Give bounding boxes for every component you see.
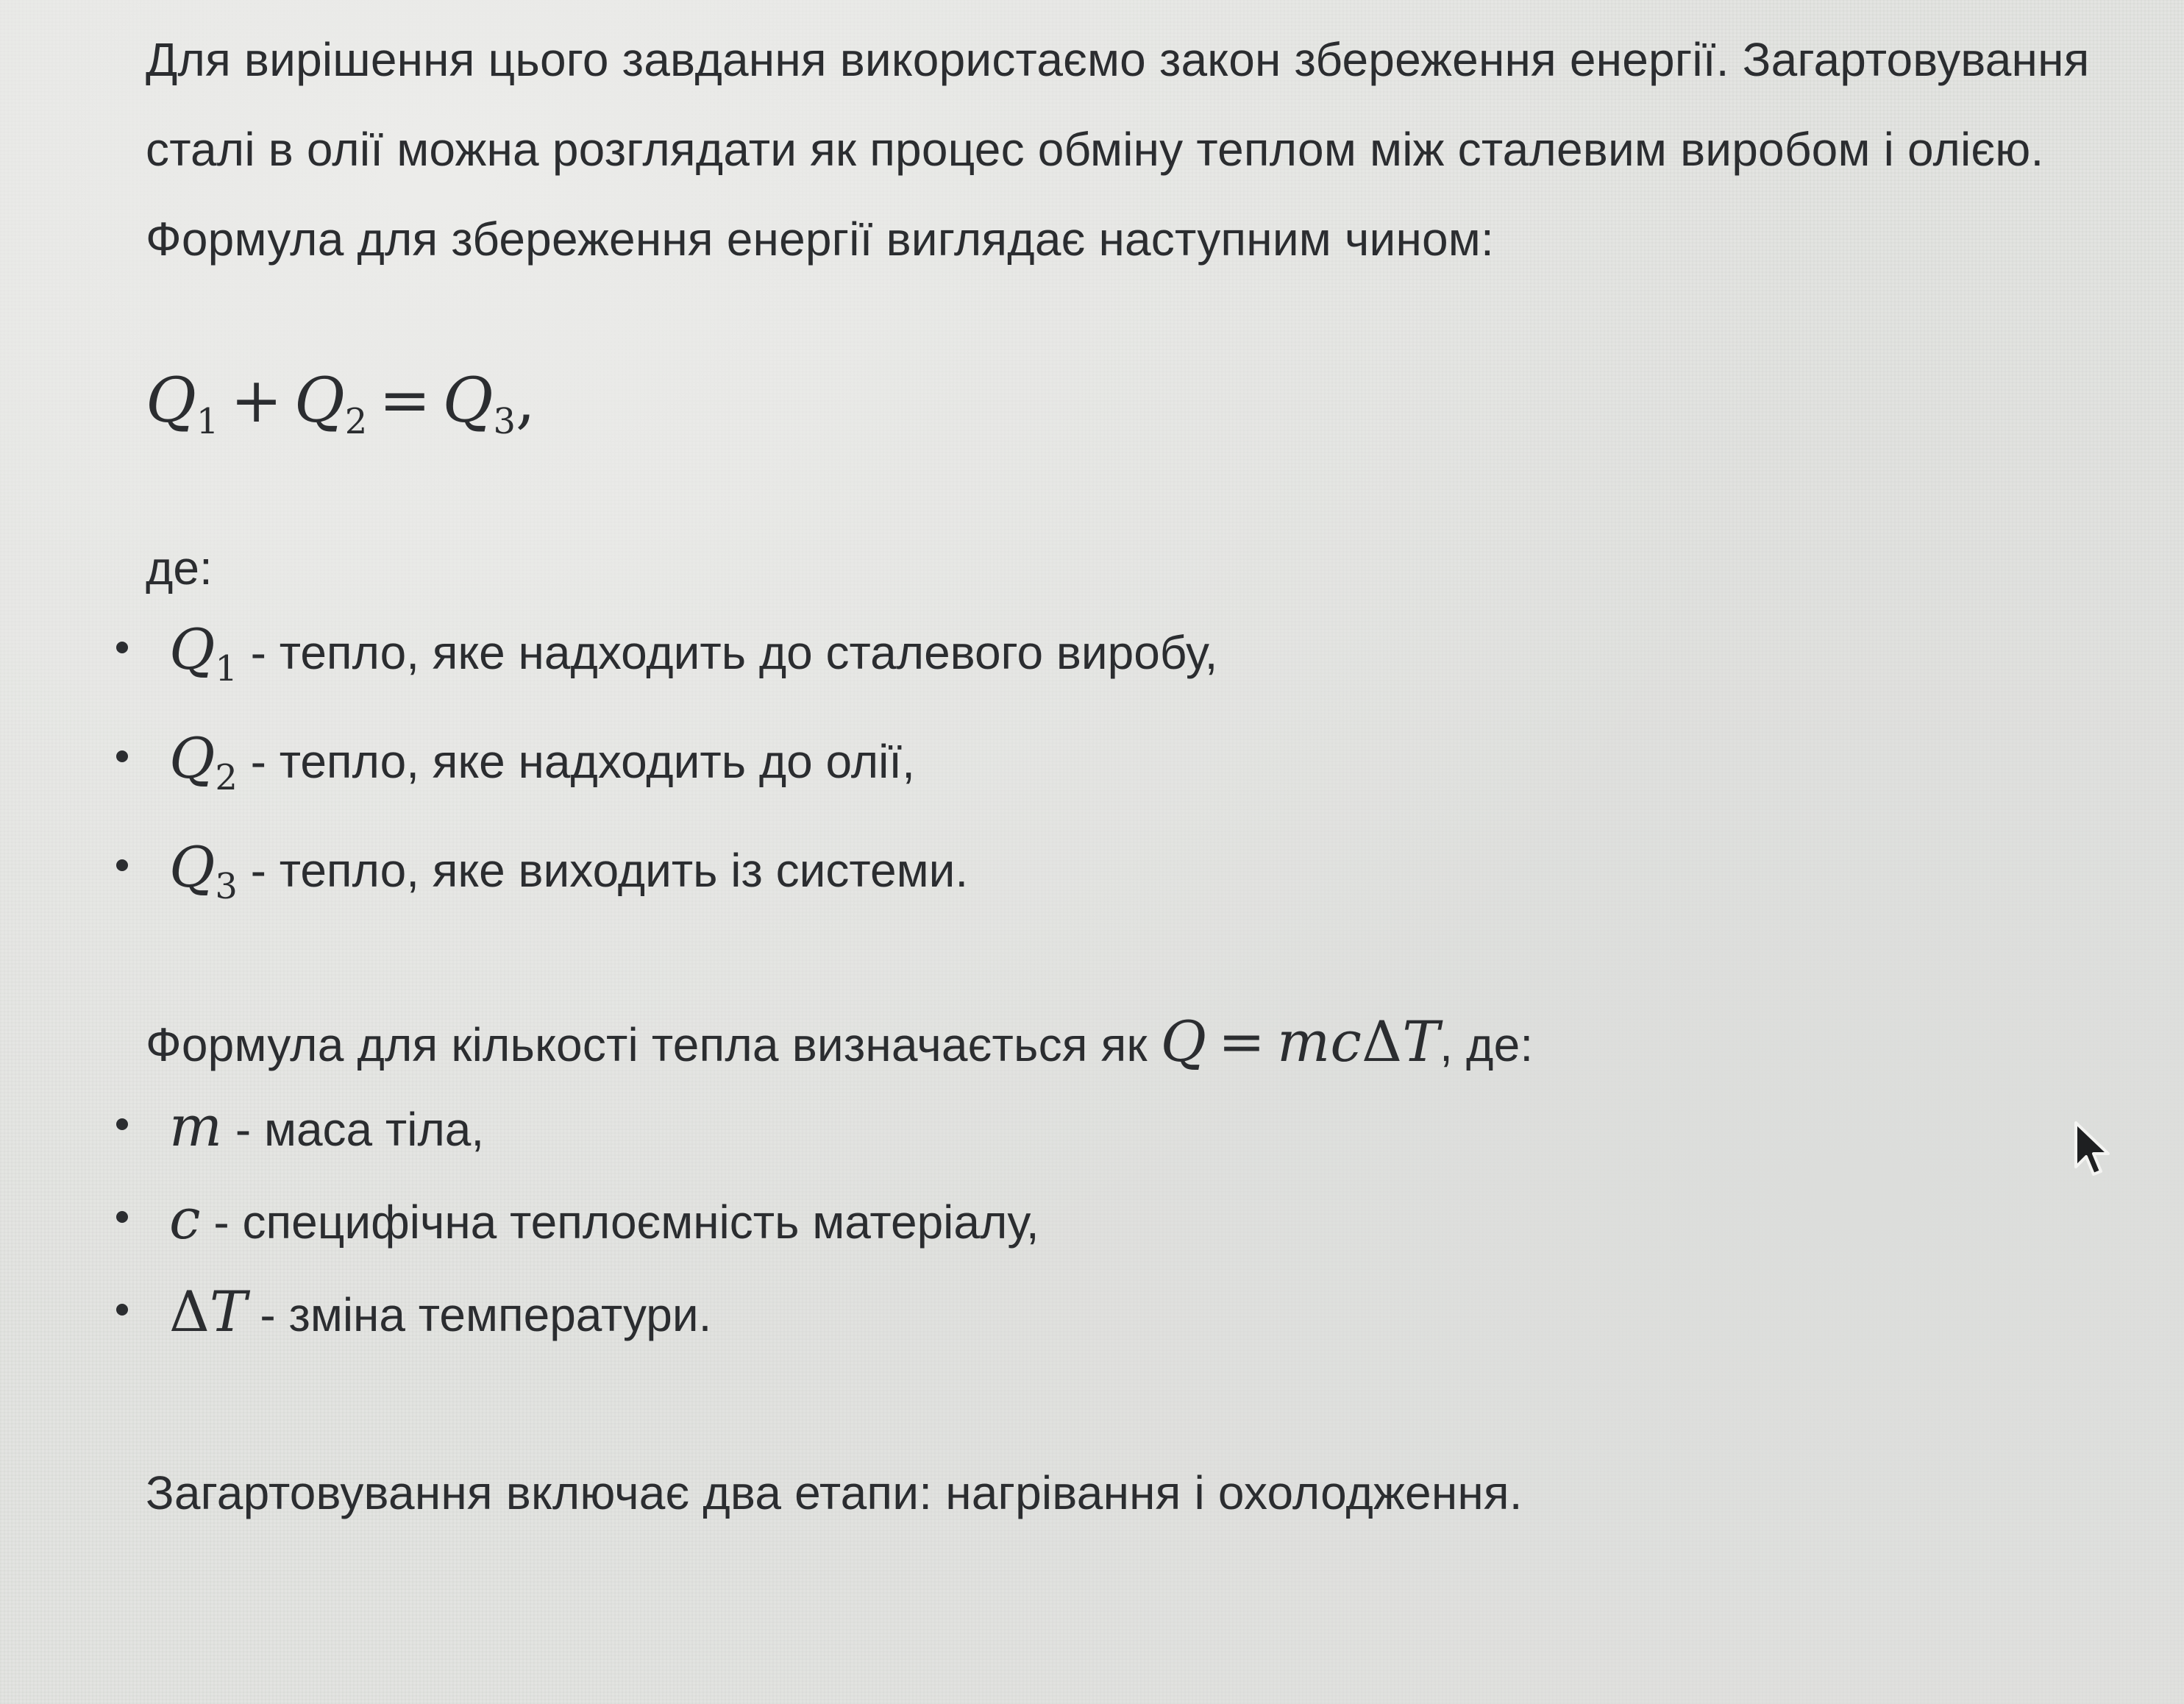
- list-item: [116, 714, 2102, 823]
- bullet-icon: [116, 750, 128, 762]
- bullet-icon: [116, 1118, 128, 1130]
- eq-q1-sub: 1: [196, 401, 219, 442]
- term-symbol: $Q_3$: [169, 834, 238, 907]
- variable-symbol: m: [169, 1093, 223, 1159]
- variables-list: [116, 1082, 2102, 1360]
- energy-conservation-equation: [146, 356, 2132, 444]
- heat-formula-sentence: [146, 1005, 2132, 1082]
- where-label: де:: [146, 542, 213, 594]
- formula-lead-text: Формула для кількості тепла визначається як: [146, 1018, 1161, 1071]
- bullet-icon: [116, 859, 128, 871]
- heat-formula: Q = mcΔT: [1160, 1009, 1440, 1074]
- mouse-pointer-icon: [2073, 1120, 2113, 1179]
- eq-trailing-comma: ,: [516, 364, 536, 436]
- bullet-icon: [116, 642, 128, 653]
- list-item: [116, 1174, 2102, 1267]
- variable-symbol: c: [169, 1186, 201, 1252]
- term-symbol: $Q_1$: [169, 617, 238, 689]
- eq-q3-symbol: Q: [442, 364, 494, 436]
- heat-terms-list: [116, 605, 2102, 931]
- bullet-icon: [116, 1211, 128, 1223]
- term-description: - тепло, яке виходить із системи.: [237, 844, 969, 897]
- variable-description: - маса тіла,: [222, 1103, 485, 1156]
- list-item: [116, 823, 2102, 931]
- list-item: [116, 1267, 2102, 1360]
- closing-paragraph: Загартовування включає два етапи: нагрівання і охолодження.: [146, 1466, 1523, 1519]
- term-symbol: $Q_2$: [169, 725, 238, 798]
- term-description: - тепло, яке надходить до олії,: [237, 735, 915, 788]
- eq-q3-sub: 3: [493, 401, 516, 442]
- variable-description: - зміна температури.: [246, 1288, 712, 1341]
- eq-equals: =: [379, 364, 431, 436]
- term-description: - тепло, яке надходить до сталевого виробу,: [237, 626, 1218, 679]
- variable-description: - специфічна теплоємність матеріалу,: [200, 1196, 1039, 1249]
- bullet-icon: [116, 1304, 128, 1316]
- formula-trail-text: , де:: [1440, 1018, 1534, 1071]
- intro-paragraph: Для вирішення цього завдання використаємо закон збереження енергії. Загартовування сталі в олії можна розглядати як процес обміну теплом між сталевим виробом і олією. Формула для збереження енергії виглядає наступним чином:: [146, 33, 2090, 266]
- eq-q2-symbol: Q: [294, 364, 345, 436]
- eq-q1-symbol: Q: [146, 364, 196, 436]
- eq-q2-sub: 2: [344, 401, 368, 442]
- eq-plus: +: [230, 364, 282, 436]
- chat-answer-content: [146, 15, 2132, 1538]
- list-item: [116, 605, 2102, 714]
- variable-symbol: ΔT: [169, 1279, 247, 1344]
- list-item: [116, 1082, 2102, 1174]
